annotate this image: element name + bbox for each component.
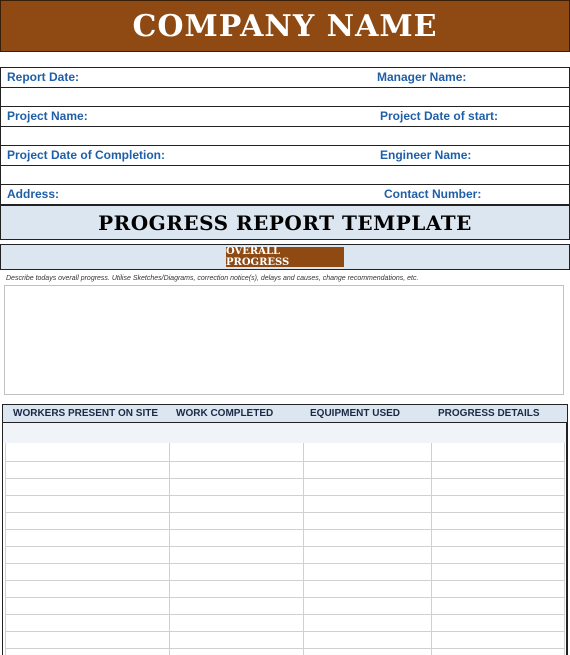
overall-progress-description-box[interactable] <box>4 285 564 395</box>
table-row <box>5 495 565 496</box>
project-info-section <box>0 67 570 205</box>
info-row-report-date <box>1 68 569 88</box>
project-name-label: Project Name: <box>7 109 88 123</box>
overall-progress-instructions: Describe todays overall progress. Utilise Sketches/Diagrams, correction notice(s), delays and causes, change recommendations, etc. <box>6 275 419 282</box>
table-row <box>5 597 565 598</box>
table-row <box>5 631 565 632</box>
table-row <box>5 512 565 513</box>
address-label: Address: <box>7 187 60 201</box>
progress-table <box>2 404 568 655</box>
table-inner-right-line <box>564 443 565 655</box>
table-inner-left-line <box>5 443 6 655</box>
company-name-banner <box>0 0 570 52</box>
project-date-start-label: Project Date of start: <box>380 109 499 123</box>
report-date-label: Report Date: <box>7 70 80 84</box>
header-workers-present: WORKERS PRESENT ON SITE <box>13 408 159 419</box>
info-row-project-name <box>1 107 569 127</box>
table-col-divider <box>431 443 432 655</box>
table-left-border <box>2 423 3 655</box>
table-row <box>5 529 565 530</box>
table-row <box>5 580 565 581</box>
manager-name-label: Manager Name: <box>377 70 467 84</box>
header-equipment-used: EQUIPMENT USED <box>310 408 401 419</box>
table-header-row <box>3 405 567 423</box>
contact-number-label: Contact Number: <box>384 187 482 201</box>
table-row <box>5 648 565 649</box>
project-name-input-row[interactable] <box>1 127 569 146</box>
overall-progress-heading: OVERALL PROGRESS <box>226 247 344 267</box>
table-right-border <box>566 423 567 655</box>
header-progress-details: PROGRESS DETAILS <box>438 408 540 419</box>
table-row <box>5 478 565 479</box>
completion-input-row[interactable] <box>1 166 569 185</box>
info-row-completion <box>1 146 569 166</box>
table-row <box>5 563 565 564</box>
company-name: COMPANY NAME <box>132 8 438 44</box>
table-spacer-row <box>3 423 567 443</box>
report-date-input-row[interactable] <box>1 88 569 107</box>
table-col-divider <box>169 443 170 655</box>
table-row <box>5 461 565 462</box>
overall-progress-band <box>0 244 570 270</box>
table-col-divider <box>303 443 304 655</box>
info-row-address <box>1 185 569 205</box>
table-row <box>5 614 565 615</box>
table-row <box>5 546 565 547</box>
project-date-completion-label: Project Date of Completion: <box>7 148 166 162</box>
report-title: PROGRESS REPORT TEMPLATE <box>98 210 472 235</box>
report-title-bar <box>0 205 570 240</box>
table-body <box>3 423 567 655</box>
engineer-name-label: Engineer Name: <box>380 148 472 162</box>
header-work-completed: WORK COMPLETED <box>176 408 274 419</box>
